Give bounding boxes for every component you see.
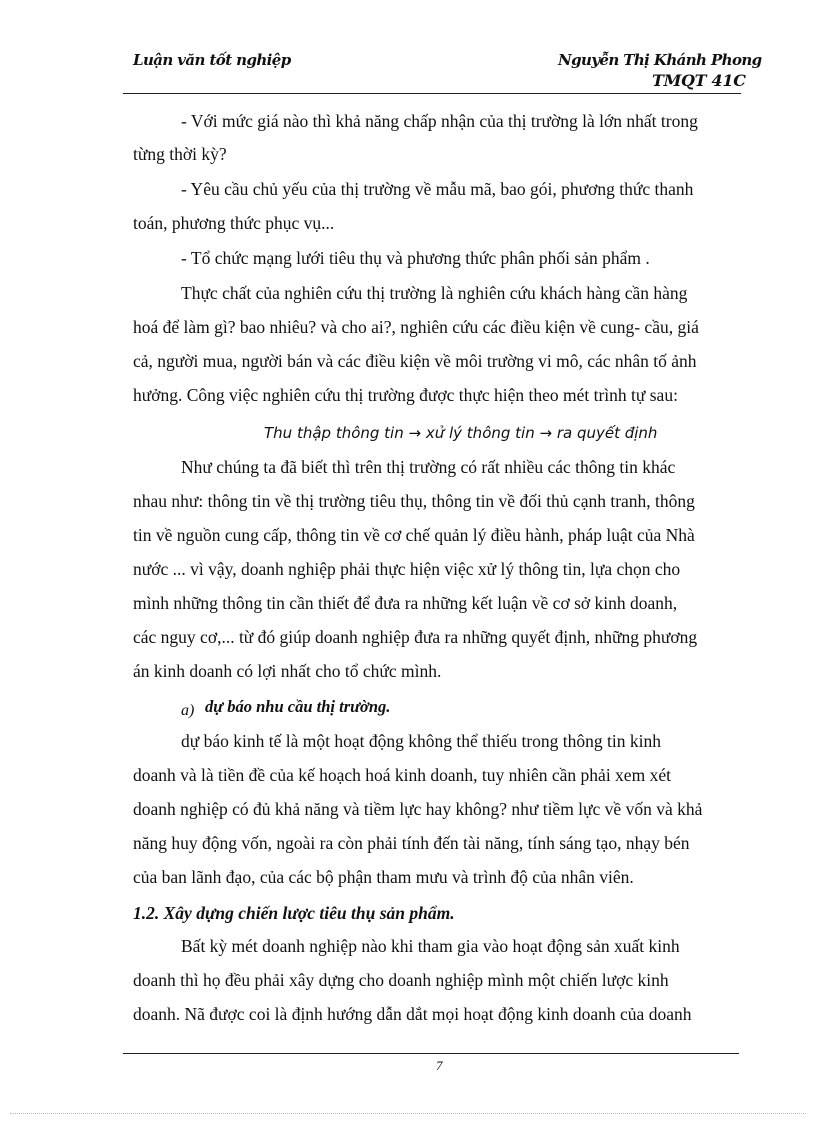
body-line: dự báo kinh tế là một hoạt động không thể thiếu trong thông tin kinh — [181, 731, 661, 751]
body-line: Thực chất của nghiên cứu thị trường là nghiên cứu khách hàng cần hàng — [181, 283, 688, 303]
subsection-title: dự báo nhu cầu thị trường. — [205, 697, 391, 716]
body-line: các nguy cơ,... từ đó giúp doanh nghiệp đưa ra những quyết định, những phương — [133, 627, 698, 647]
header-rule — [123, 93, 741, 94]
bottom-dotted-border — [10, 1113, 806, 1114]
body-line: cả, người mua, người bán và các điều kiện về môi trường vi mô, các nhân tố ảnh — [133, 351, 697, 371]
body-line: tin về nguồn cung cấp, thông tin về cơ chế quản lý điều hành, pháp luật của Nhà — [133, 525, 695, 545]
footer-rule — [123, 1053, 739, 1054]
body-line: mình những thông tin cần thiết để đưa ra những kết luận về cơ sở kinh doanh, — [133, 593, 678, 613]
body-line: hoá để làm gì? bao nhiêu? và cho ai?, nghiên cứu các điều kiện về cung- cầu, giá — [133, 317, 699, 337]
body-line: Như chúng ta đã biết thì trên thị trường có rất nhiều các thông tin khác — [181, 457, 676, 477]
body-line: - Yêu cầu chủ yếu của thị trường về mẫu mã, bao gói, phương thức thanh — [181, 179, 694, 199]
body-line: toán, phương thức phục vụ... — [133, 213, 335, 233]
body-line: của ban lãnh đạo, của các bộ phận tham mưu và trình độ của nhân viên. — [133, 867, 634, 887]
section-heading: 1.2. Xây dựng chiến lược tiêu thụ sản phẩm. — [133, 903, 455, 923]
body-line: từng thời kỳ? — [133, 144, 227, 164]
body-line: doanh. Nã được coi là định hướng dẫn dắt mọi hoạt động kinh doanh của doanh — [133, 1004, 692, 1024]
body-line: nhau như: thông tin về thị trường tiêu thụ, thông tin về đối thủ cạnh tranh, thông — [133, 491, 695, 511]
body-line: - Với mức giá nào thì khả năng chấp nhận của thị trường là lớn nhất trong — [181, 111, 698, 131]
header-author-name: Nguyễn Thị Khánh Phong — [558, 51, 762, 69]
page-number: 7 — [436, 1058, 443, 1073]
process-equation: Thu thập thông tin → xử lý thông tin → ra quyết định — [264, 424, 658, 442]
body-line: - Tổ chức mạng lưới tiêu thụ và phương thức phân phối sản phẩm . — [181, 248, 650, 268]
body-line: doanh nghiệp có đủ khả năng và tiềm lực hay không? như tiềm lực về vốn và khả — [133, 799, 703, 819]
subsection-label: a) — [181, 702, 195, 719]
body-line: doanh và là tiền đề của kế hoạch hoá kinh doanh, tuy nhiên cần phải xem xét — [133, 765, 671, 785]
body-line: hưởng. Công việc nghiên cứu thị trường được thực hiện theo mét trình tự sau: — [133, 385, 678, 405]
body-line: án kinh doanh có lợi nhất cho tổ chức mình. — [133, 661, 442, 681]
body-line: doanh thì họ đều phải xây dựng cho doanh nghiệp mình một chiến lược kinh — [133, 970, 669, 990]
header-left-title: Luận văn tốt nghiệp — [133, 51, 291, 69]
body-line: Bất kỳ mét doanh nghiệp nào khi tham gia vào hoạt động sản xuất kinh — [181, 936, 680, 956]
body-line: năng huy động vốn, ngoài ra còn phải tính đến tài năng, tính sáng tạo, nhạy bén — [133, 833, 690, 853]
header-class-code: TMQT 41C — [652, 71, 746, 90]
body-line: nước ... vì vậy, doanh nghiệp phải thực hiện việc xử lý thông tin, lựa chọn cho — [133, 559, 681, 579]
